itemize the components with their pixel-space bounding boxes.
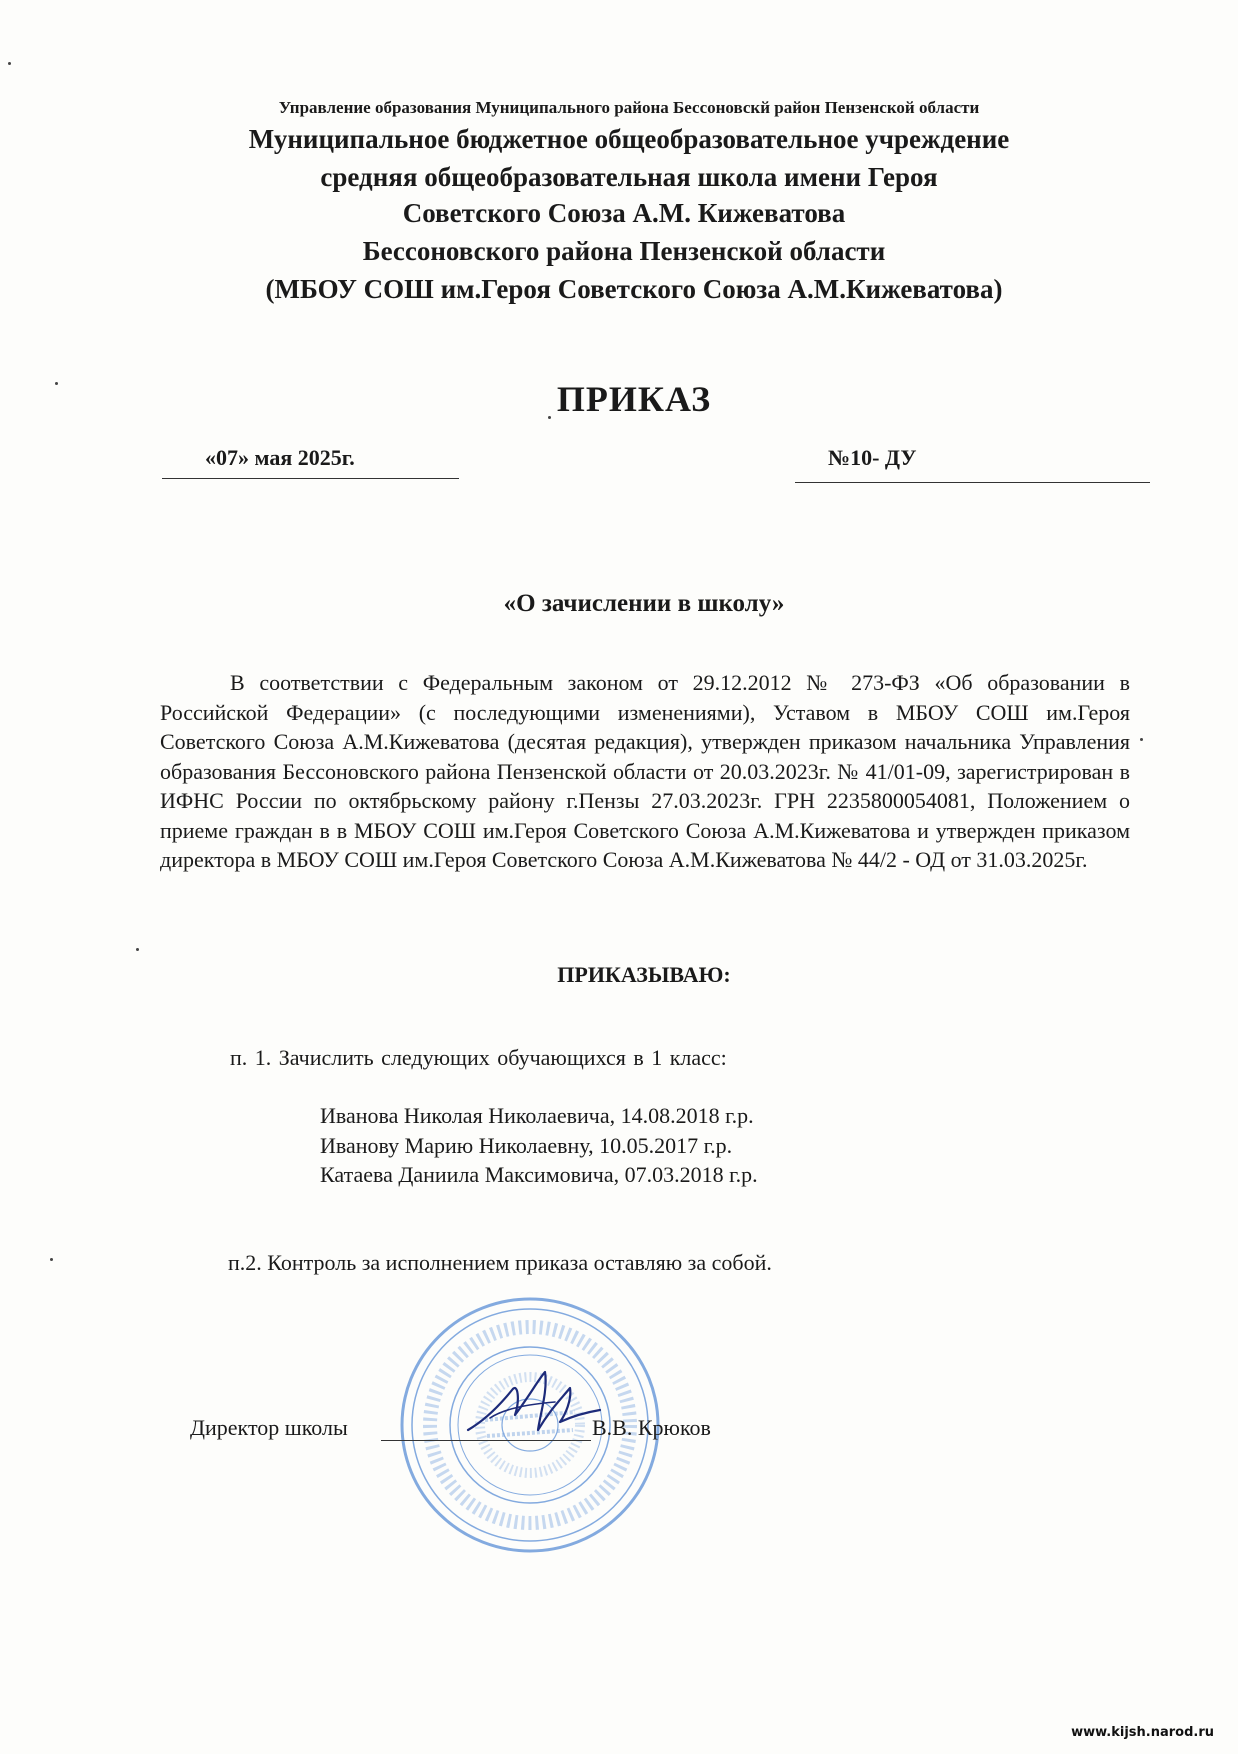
scan-speck bbox=[8, 62, 11, 65]
number-underline bbox=[795, 482, 1150, 483]
header-line-1: Муниципальное бюджетное общеобразовательное учреждение bbox=[248, 124, 1010, 154]
body-paragraph: В соответствии с Федеральным законом от 29.12.2012 № 273-ФЗ «Об образовании в Российской Федерации» (с последующими изменениями), Уставом в МБОУ СОШ им.Героя Советского Союза А.М.Кижеватова (десятая редакция), утвержден приказом начальника Управления образования Бессоновского района Пензенской области от 20.03.2023г. № 41/01-09, зарегистрирован в ИФНС России по октябрьскому району г.Пензы 27.03.2023г. ГРН 2235800054081, Положением о приеме граждан в в МБОУ СОШ им.Героя Советского Союза А.М.Кижеватова и утвержден приказом директора в МБОУ СОШ им.Героя Советского Союза А.М.Кижеватова № 44/2 - ОД от 31.03.2025г. bbox=[160, 670, 1130, 872]
order-item-2: п.2. Контроль за исполнением приказа оставляю за собой. bbox=[228, 1250, 772, 1275]
document-type-title: ПРИКАЗ bbox=[556, 379, 712, 419]
student-entry: Катаева Даниила Максимовича, 07.03.2018 г.р. bbox=[320, 1162, 758, 1187]
signatory-name: В.В. Крюков bbox=[592, 1415, 711, 1440]
scan-speck bbox=[1140, 738, 1143, 741]
document-date: «07» мая 2025г. bbox=[205, 445, 355, 470]
document-subject: «О зачислении в школу» bbox=[503, 590, 785, 617]
header-line-2: средняя общеобразовательная школа имени Героя bbox=[320, 162, 938, 192]
student-entry: Иванову Марию Николаевну, 10.05.2017 г.р. bbox=[320, 1133, 733, 1158]
scan-speck bbox=[50, 1258, 53, 1261]
director-signature bbox=[460, 1360, 610, 1450]
date-underline bbox=[162, 478, 459, 479]
header-line-4: Бессоновского района Пензенской области bbox=[362, 236, 886, 266]
order-item-1: п. 1. Зачислить следующих обучающихся в 1 класс: bbox=[230, 1045, 727, 1070]
scan-speck bbox=[548, 416, 551, 419]
header-authority: Управление образования Муниципального района Бессоновскй район Пензенской области bbox=[278, 98, 980, 117]
document-number: №10- ДУ bbox=[828, 445, 917, 470]
header-line-3: Советского Союза А.М. Кижеватова bbox=[402, 198, 846, 228]
order-heading: ПРИКАЗЫВАЮ: bbox=[557, 962, 731, 987]
student-entry: Иванова Николая Николаевича, 14.08.2018 г.р. bbox=[320, 1103, 754, 1128]
signature-label: Директор школы bbox=[190, 1415, 348, 1440]
website-watermark: www.kijsh.narod.ru bbox=[1071, 1725, 1214, 1740]
header-line-5: (МБОУ СОШ им.Героя Советского Союза А.М.Кижеватова) bbox=[265, 274, 1003, 304]
scan-speck bbox=[55, 382, 58, 385]
scan-speck bbox=[136, 948, 139, 951]
signature-line bbox=[381, 1440, 591, 1441]
